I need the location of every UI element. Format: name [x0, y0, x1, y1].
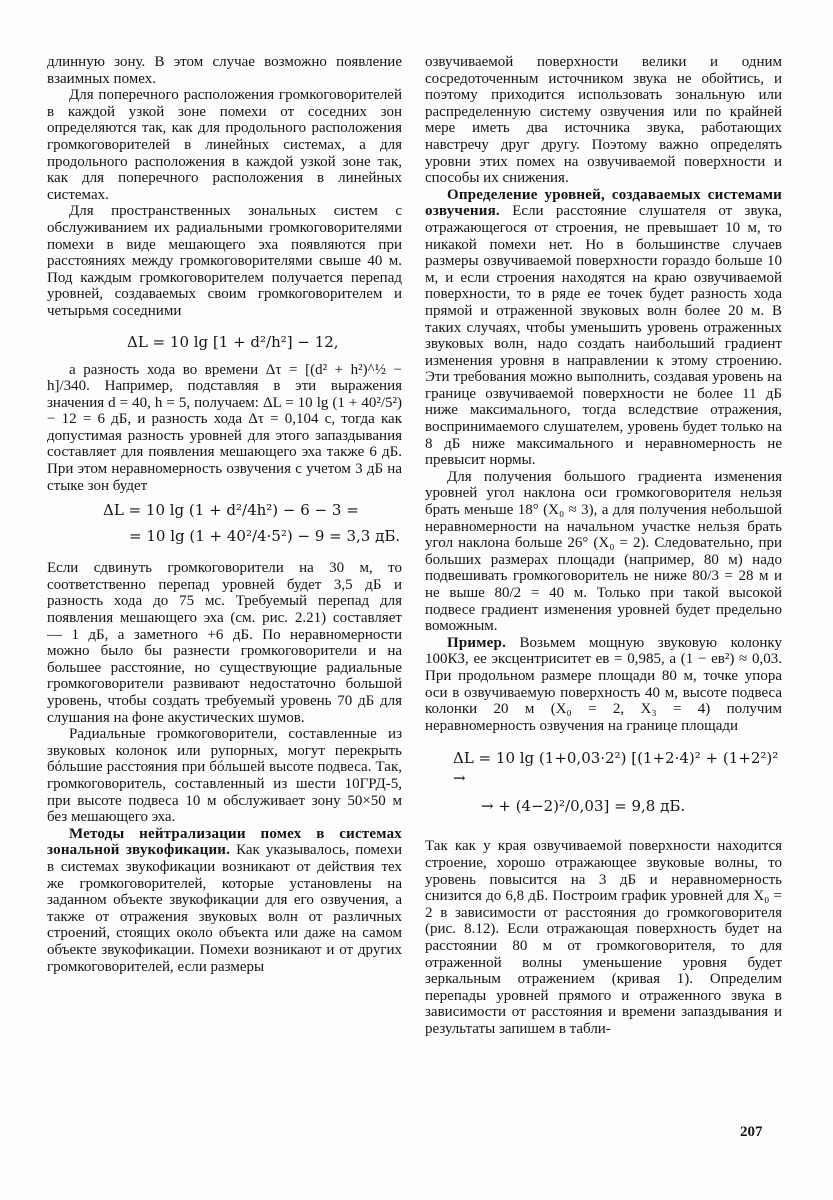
formula-unevenness-line2: = 10 lg (1 + 40²/4·5²) − 9 = 3,3 дБ.	[129, 527, 401, 546]
paragraph: Радиальные громкоговорители, составленные из звуковых колонок или рупорных, могут перекрыть бóльшие расстояния при бóльшей высоте подвеса. Так, громкоговоритель, составленный из шести 10ГРД-5, при высоте подвеса 10 м обслуживает зону 50×50 м без мешающего эха.	[47, 726, 402, 826]
paragraph: Если сдвинуть громкоговорители на 30 м, то соответственно перепад уровней будет 3,5 дБ и разность хода до 75 мс. Требуемый перепад для появления мешающего эха (см. рис. 2.21) составляет — 1 дБ, а заметного +6 дБ. По неравномерности можно было бы разнести громкоговорители и на большее расстояние, но существующие радиальные громкоговорители развивают недостаточно большой уровень, чтобы создать требуемый уровень 70 дБ для слушания на фоне акустических шумов.	[47, 560, 402, 726]
paragraph: длинную зону. В этом случае возможно появление взаимных помех.	[47, 54, 402, 87]
formula-example-line2: → + (4−2)²/0,03] = 9,8 дБ.	[481, 797, 686, 816]
formula-example-line1: ΔL = 10 lg (1+0,03·2²) [(1+2·4)² + (1+2²)² →	[453, 749, 779, 788]
formula-level-difference: ΔL = 10 lg [1 + d²/h²] − 12,	[127, 332, 339, 351]
paragraph: а разность хода во времени Δτ = [(d² + h²)^½ − h]/340. Например, подставляя в эти выражения значения d = 40, h = 5, получаем: ΔL = 10 lg (1 + 40²/5²) − 12 = 6 дБ, и разность хода Δτ = 0,104 с, тогда как допустимая разность уровней для этого запаздывания составляет для появления мешающего эха также 6 дБ. При этом неравномерность озвучения с учетом 3 дБ на стыке зон будет	[47, 361, 402, 494]
example-heading: Пример.	[447, 634, 507, 651]
formula-unevenness-line1: ΔL = 10 lg (1 + d²/4h²) − 6 − 3 =	[103, 501, 359, 520]
paragraph: Для поперечного расположения громкоговорителей в каждой узкой зоне помехи от соседних зон определяются так, как для продольного расположения громкоговорителей в линейных системах, а для продольного расположения в каждой узкой зоне так, как для поперечного расположения в линейных системах.	[47, 87, 402, 203]
paragraph: Для пространственных зональных систем с обслуживанием их радиальными громкоговорителями помехи в виде мешающего эха появляются при расстояниях между громкоговорителями свыше 40 м. Под каждым громкоговорителем получается перепад уровней, создаваемых своим громкоговорителем и четырьмя соседними	[47, 203, 402, 319]
left-column	[47, 54, 402, 975]
right-column	[425, 54, 782, 1037]
paragraph: Для получения большого градиента изменения уровней угол наклона оси громкоговорителя нельзя брать меньше 18° (X₀ ≈ 3), а для получения небольшой неравномерности на начальном участке нельзя брать угол наклона больше 26° (X₀ = 2). Следовательно, при больших размерах площади (например, 80 м) надо подвешивать громкоговоритель не ниже 80/3 = 28 м и не выше 80/2 = 40 м. Только при такой высокой подвесе градиент изменения уровней будет предельно воможным.	[425, 468, 782, 635]
paragraph: Пример. Возьмем мощную звуковую колонку 100КЗ, ее эксцентриситет eв = 0,985, а (1 − eв²) ≈ 0,03. При продольном размере площади 80 м, точке упора оси в озвучиваемую поверхность 40 м, высоте подвеса колонки 20 м (X₀ = 2, X₃ = 4) получим неравномерность озвучения на границе площади	[425, 634, 782, 734]
paragraph: Методы нейтрализации помех в системах зональной звукофикации. Как указывалось, помехи в системах звукофикации возникают от действия тех же громкоговорителей, которые установлены на заданном объекте звукофикации для его озвучения, а также от отражения звуковых волн от различных строений, стоящих около объекта или даже на самом объекте звукофикации. Помехи возникают и от других громкоговорителей, если размеры	[47, 825, 403, 975]
paragraph: Так как у края озвучиваемой поверхности находится строение, хорошо отражающее звуковые волны, то уровень повысится на 3 дБ и неравномерность снизится до 6,8 дБ. Построим график уровней для X₀ = 2 в зависимости от расстояния до громкоговорителя (рис. 8.12). Если отражающая поверхность будет на расстоянии 80 м от громкоговорителя, то для отраженной волны уменьшение уровня будет зеркальным отражением (кривая 1). Определим перепады уровней прямого и отраженного звука в зависимости от расстояния и времени запаздывания и результаты запишем в табли-	[425, 838, 782, 1037]
page-number: 207	[740, 1124, 763, 1140]
section-heading: Определение уровней, создаваемых системами озвучения.	[425, 186, 782, 220]
paragraph: Определение уровней, создаваемых системами озвучения. Если расстояние слушателя от звука, отражающегося от строения, не превышает 10 м, то никакой помехи нет. Но в большинстве случаев размеры озвучиваемой поверхности гораздо больше 10 м, и если строения находятся на краю озвучиваемой поверхности, то в ряде ее точек будет разность хода прямой и отраженной звуковых волн более 20 м. В таких случаях, чтобы уменьшить уровень отраженных звуковых волн, надо создать наибольший градиент изменения уровня в направлении к этому строению. Эти требования можно выполнить, создавая уровень на границе озвучиваемой поверхности не более 11 дБ ниже максимального, тогда вследствие отражения, воспринимаемого слушателем, уровень будет только на 8 дБ ниже максимального и неравномерность не превысит нормы.	[425, 186, 783, 469]
section-heading: Методы нейтрализации помех в системах зональной звукофикации.	[47, 825, 402, 859]
paragraph: озвучиваемой поверхности велики и одним сосредоточенным источником звука не обойтись, и поэтому приходится использовать зональную или распределенную систему озвучения или по крайней мере иметь два источника звука, работающих навстречу друг другу. Поэтому важно определять уровни этих помех на озвучиваемой поверхности и способы их снижения.	[425, 54, 782, 187]
